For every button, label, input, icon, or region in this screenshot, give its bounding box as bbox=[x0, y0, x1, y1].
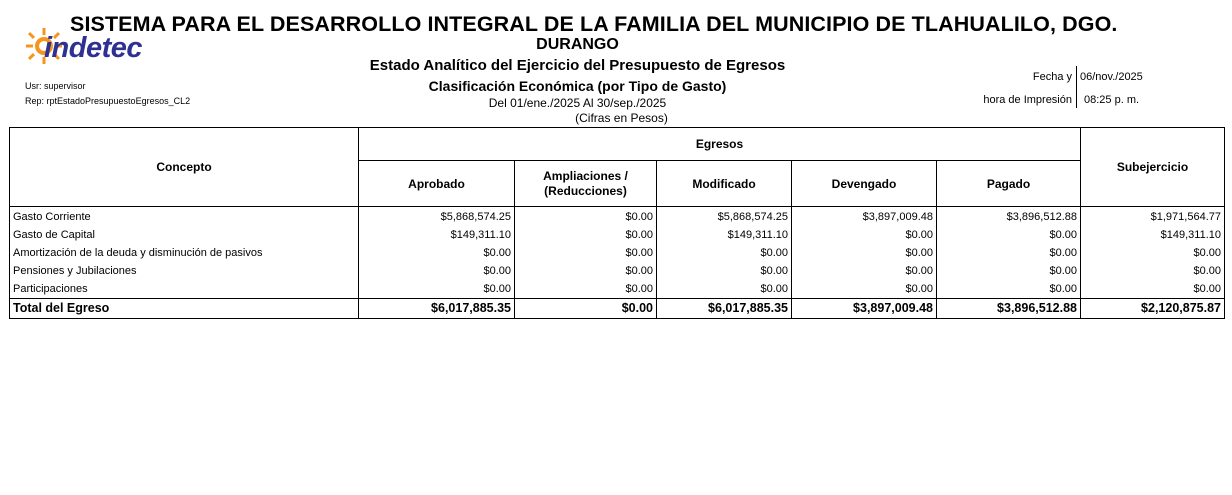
institution-title: SISTEMA PARA EL DESARROLLO INTEGRAL DE LA FAMILIA DEL MUNICIPIO DE TLAHUALILO, DGO. bbox=[70, 12, 1118, 36]
total-ampliaciones: $0.00 bbox=[515, 299, 657, 319]
total-pagado: $3,896,512.88 bbox=[937, 299, 1081, 319]
print-date-value: 06/nov./2025 bbox=[1080, 71, 1143, 83]
header-modificado: Modificado bbox=[657, 161, 792, 207]
period-label: Del 01/ene./2025 Al 30/sep./2025 bbox=[488, 96, 667, 110]
row-modificado: $149,311.10 bbox=[657, 226, 792, 244]
classification-title: Clasificación Económica (por Tipo de Gasto) bbox=[428, 78, 727, 94]
budget-table bbox=[9, 127, 1225, 319]
row-ampliaciones: $0.00 bbox=[515, 262, 657, 280]
row-pagado: $0.00 bbox=[937, 226, 1081, 244]
row-pagado: $0.00 bbox=[937, 244, 1081, 262]
row-ampliaciones: $0.00 bbox=[515, 226, 657, 244]
row-subejercicio: $149,311.10 bbox=[1081, 226, 1225, 244]
row-modificado: $0.00 bbox=[657, 262, 792, 280]
header-devengado: Devengado bbox=[792, 161, 937, 207]
table-row bbox=[10, 280, 1225, 299]
row-concepto: Gasto de Capital bbox=[10, 226, 359, 244]
row-ampliaciones: $0.00 bbox=[515, 280, 657, 299]
header-ampliaciones: Ampliaciones / (Reducciones) bbox=[515, 161, 657, 207]
header-aprobado: Aprobado bbox=[359, 161, 515, 207]
report-title: Estado Analítico del Ejercicio del Presupuesto de Egresos bbox=[369, 57, 786, 74]
logo-text: indetec bbox=[44, 32, 143, 64]
row-devengado: $0.00 bbox=[792, 244, 937, 262]
row-pagado: $0.00 bbox=[937, 280, 1081, 299]
row-concepto: Gasto Corriente bbox=[10, 207, 359, 227]
row-aprobado: $0.00 bbox=[359, 244, 515, 262]
row-aprobado: $5,868,574.25 bbox=[359, 207, 515, 227]
row-devengado: $0.00 bbox=[792, 262, 937, 280]
row-subejercicio: $1,971,564.77 bbox=[1081, 207, 1225, 227]
row-modificado: $5,868,574.25 bbox=[657, 207, 792, 227]
row-devengado: $0.00 bbox=[792, 226, 937, 244]
print-time-value: 08:25 p. m. bbox=[1084, 94, 1140, 106]
row-subejercicio: $0.00 bbox=[1081, 262, 1225, 280]
header-concepto: Concepto bbox=[10, 128, 359, 207]
row-devengado: $3,897,009.48 bbox=[792, 207, 937, 227]
table-row bbox=[10, 262, 1225, 280]
user-label: Usr: supervisor bbox=[25, 81, 86, 91]
row-aprobado: $149,311.10 bbox=[359, 226, 515, 244]
total-row bbox=[10, 299, 1225, 319]
total-subejercicio: $2,120,875.87 bbox=[1081, 299, 1225, 319]
row-ampliaciones: $0.00 bbox=[515, 244, 657, 262]
units-label: (Cifras en Pesos) bbox=[575, 111, 668, 125]
table-row bbox=[10, 207, 1225, 227]
total-devengado: $3,897,009.48 bbox=[792, 299, 937, 319]
total-aprobado: $6,017,885.35 bbox=[359, 299, 515, 319]
print-date-label: Fecha y bbox=[1032, 71, 1072, 83]
row-aprobado: $0.00 bbox=[359, 280, 515, 299]
total-concepto: Total del Egreso bbox=[10, 299, 359, 319]
row-ampliaciones: $0.00 bbox=[515, 207, 657, 227]
row-modificado: $0.00 bbox=[657, 244, 792, 262]
row-subejercicio: $0.00 bbox=[1081, 280, 1225, 299]
print-time-label: hora de Impresión bbox=[983, 94, 1072, 106]
state-title: DURANGO bbox=[536, 36, 619, 53]
row-pagado: $0.00 bbox=[937, 262, 1081, 280]
row-pagado: $3,896,512.88 bbox=[937, 207, 1081, 227]
row-concepto: Participaciones bbox=[10, 280, 359, 299]
header-subejercicio: Subejercicio bbox=[1081, 128, 1225, 207]
report-id-label: Rep: rptEstadoPresupuestoEgresos_CL2 bbox=[25, 96, 191, 106]
row-devengado: $0.00 bbox=[792, 280, 937, 299]
table-row bbox=[10, 226, 1225, 244]
row-aprobado: $0.00 bbox=[359, 262, 515, 280]
row-concepto: Pensiones y Jubilaciones bbox=[10, 262, 359, 280]
print-info-divider bbox=[1076, 66, 1077, 108]
total-modificado: $6,017,885.35 bbox=[657, 299, 792, 319]
header-egresos: Egresos bbox=[359, 128, 1081, 161]
row-modificado: $0.00 bbox=[657, 280, 792, 299]
table-row bbox=[10, 244, 1225, 262]
row-subejercicio: $0.00 bbox=[1081, 244, 1225, 262]
header-pagado: Pagado bbox=[937, 161, 1081, 207]
row-concepto: Amortización de la deuda y disminución de pasivos bbox=[10, 244, 359, 262]
